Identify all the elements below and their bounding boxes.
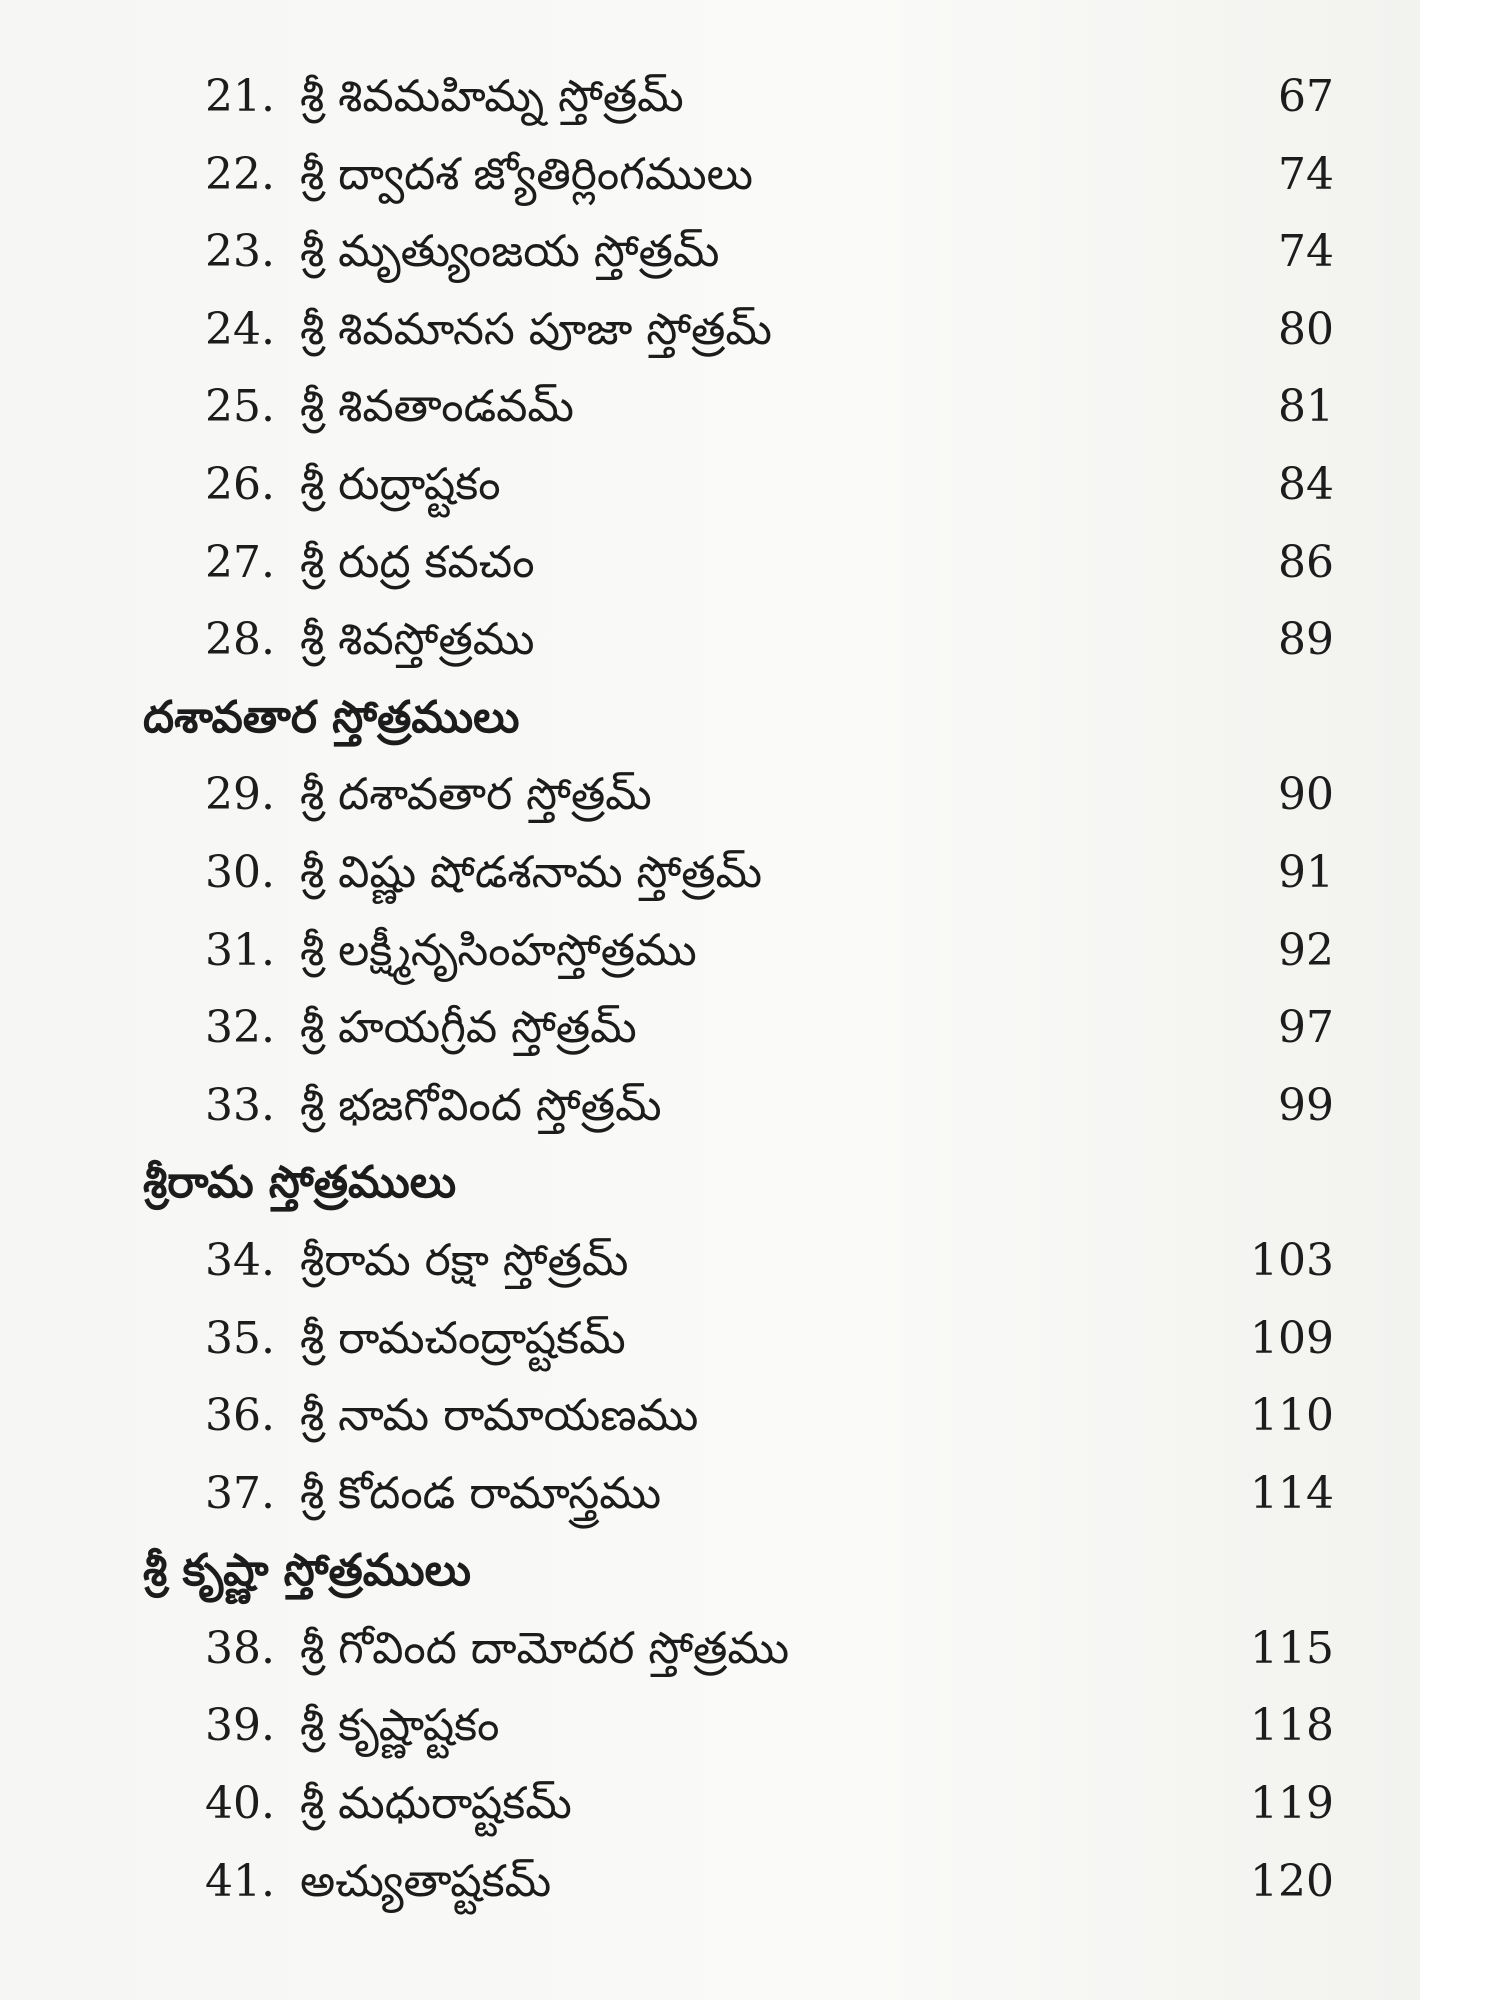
entry-number: 29. [205,769,275,821]
toc-entry [0,834,1420,912]
toc-entry [0,136,1420,214]
entry-page-number: 120 [1250,1855,1334,1907]
entry-title: శ్రీ శివమహిమ్న స్తోత్రమ్ [300,71,684,122]
toc-entry [0,58,1420,136]
entry-number: 30. [205,846,275,898]
entry-page-number: 118 [1250,1700,1334,1752]
entry-title: శ్రీ మధురాష్టకమ్ [300,1778,572,1830]
toc-entry [0,291,1420,369]
entry-number: 22. [205,148,275,200]
toc-section-heading [0,1144,1420,1222]
entry-page-number: 99 [1278,1079,1334,1131]
toc-entry [0,601,1420,679]
entry-number: 28. [205,614,275,666]
entry-title: శ్రీ మృత్యుంజయ స్తోత్రమ్ [300,226,720,278]
toc-entry [0,1222,1420,1300]
entry-title: శ్రీ రుద్రాష్టకం [300,458,501,510]
entry-number: 35. [205,1312,275,1364]
entry-number: 32. [205,1002,275,1054]
entry-number: 31. [205,924,275,976]
toc-entry [0,1455,1420,1533]
entry-number: 21. [205,71,275,122]
entry-number: 40. [205,1778,275,1830]
toc-entry [0,1610,1420,1688]
entry-number: 38. [205,1622,275,1674]
table-of-contents [0,58,1420,1920]
entry-title: శ్రీ లక్ష్మీనృసింహస్తోత్రము [300,924,697,976]
entry-title: శ్రీ రుద్ర కవచం [300,536,535,588]
entry-title: శ్రీ నామ రామాయణము [300,1390,699,1442]
entry-number: 37. [205,1467,275,1519]
entry-page-number: 97 [1278,1002,1334,1054]
entry-page-number: 67 [1278,71,1334,122]
entry-number: 36. [205,1390,275,1442]
entry-title: శ్రీ భజగోవింద స్తోత్రమ్ [300,1079,662,1131]
entry-number: 33. [205,1079,275,1131]
page-margin [1420,0,1500,2000]
entry-page-number: 89 [1278,614,1334,666]
entry-number: 26. [205,458,275,510]
toc-entry [0,756,1420,834]
toc-entry [0,989,1420,1067]
entry-title: శ్రీ ద్వాదశ జ్యోతిర్లింగములు [300,148,754,200]
toc-entry [0,213,1420,291]
entry-number: 34. [205,1234,275,1286]
entry-number: 25. [205,381,275,433]
entry-title: శ్రీరామ రక్షా స్తోత్రమ్ [300,1234,629,1286]
entry-title: శ్రీ శివమానస పూజా స్తోత్రమ్ [300,303,772,355]
entry-title: శ్రీ గోవింద దామోదర స్తోత్రము [300,1622,790,1674]
section-title: శ్రీ కృష్ణా స్తోత్రములు [143,1545,471,1597]
entry-page-number: 109 [1250,1312,1334,1364]
entry-page-number: 74 [1278,226,1334,278]
entry-page-number: 92 [1278,924,1334,976]
toc-entry [0,524,1420,602]
entry-page-number: 115 [1250,1622,1334,1674]
section-title: శ్రీరామ స్తోత్రములు [143,1157,457,1209]
entry-title: శ్రీ కోదండ రామాస్త్రము [300,1467,662,1519]
toc-entry [0,1377,1420,1455]
entry-number: 41. [205,1855,275,1907]
entry-page-number: 86 [1278,536,1334,588]
entry-title: శ్రీ శివతాండవమ్ [300,381,574,433]
toc-entry [0,912,1420,990]
toc-entry [0,1300,1420,1378]
entry-number: 24. [205,303,275,355]
toc-entry [0,1843,1420,1921]
entry-page-number: 80 [1278,303,1334,355]
entry-page-number: 110 [1250,1390,1334,1442]
entry-page-number: 91 [1278,846,1334,898]
entry-title: శ్రీ శివస్తోత్రము [300,614,535,666]
entry-page-number: 90 [1278,769,1334,821]
entry-page-number: 84 [1278,458,1334,510]
toc-section-heading [0,1532,1420,1610]
entry-title: శ్రీ రామచంద్రాష్టకమ్ [300,1312,626,1364]
entry-title: శ్రీ దశావతార స్తోత్రమ్ [300,769,652,821]
toc-entry [0,1765,1420,1843]
toc-entry [0,1067,1420,1145]
entry-page-number: 114 [1250,1467,1334,1519]
toc-entry [0,368,1420,446]
entry-title: శ్రీ హయగ్రీవ స్తోత్రమ్ [300,1002,637,1054]
entry-number: 27. [205,536,275,588]
toc-entry [0,446,1420,524]
toc-entry [0,1687,1420,1765]
toc-section-heading [0,679,1420,757]
entry-title: అచ్యుతాష్టకమ్ [300,1855,552,1907]
entry-title: శ్రీ కృష్ణాష్టకం [300,1700,500,1752]
entry-page-number: 74 [1278,148,1334,200]
entry-number: 23. [205,226,275,278]
entry-page-number: 119 [1250,1778,1334,1830]
entry-title: శ్రీ విష్ణు షోడశనామ స్తోత్రమ్ [300,846,763,898]
entry-page-number: 81 [1278,381,1334,433]
section-title: దశావతార స్తోత్రములు [143,691,520,743]
entry-page-number: 103 [1250,1234,1334,1286]
entry-number: 39. [205,1700,275,1752]
